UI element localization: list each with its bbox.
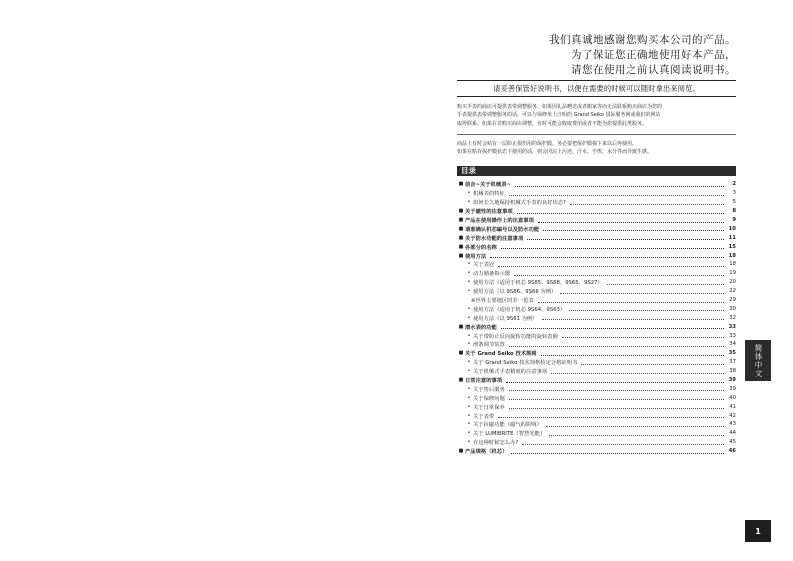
toc-entry-page: 39 — [728, 377, 736, 384]
toc-entry-page: 46 — [728, 448, 736, 455]
dot-leader — [509, 195, 724, 196]
toc-entry-page: 2 — [732, 181, 736, 188]
toc-entry-label: 潜水表的功能 — [465, 324, 497, 331]
toc-entry[interactable] — [457, 376, 736, 385]
toc-entry-page: 20 — [729, 279, 736, 286]
toc-entry-label: 滑条调节装置 — [473, 342, 505, 349]
language-tab — [745, 340, 771, 381]
dot-leader — [517, 213, 724, 214]
dot-leader — [546, 426, 724, 427]
toc-entry-page: 42 — [729, 412, 736, 419]
toc-entry[interactable] — [457, 296, 736, 305]
toc-entry-label: 关于表带 — [473, 413, 495, 420]
dot-leader — [515, 186, 724, 187]
toc-entry[interactable] — [457, 384, 736, 393]
toc-entry-page: 39 — [729, 385, 736, 392]
toc-entry[interactable] — [457, 331, 736, 340]
toc-entry[interactable] — [457, 358, 736, 367]
dot-leader — [581, 364, 724, 365]
toc-entry-label: 日常注意的事项 — [465, 378, 503, 385]
dot-bullet-icon: • — [467, 403, 471, 410]
dot-bullet-icon: • — [467, 394, 471, 401]
toc-entry-label: 在这种时候怎么办? — [473, 440, 519, 447]
table-of-contents — [457, 180, 736, 456]
toc-entry-label: 使用方法（适用于机芯 9S85、9S68、9S65、9S27） — [473, 280, 603, 287]
toc-entry-page: 35 — [728, 350, 736, 357]
dot-leader — [509, 399, 724, 400]
dot-leader — [560, 293, 724, 294]
dot-leader — [570, 204, 724, 205]
divider — [457, 96, 736, 97]
toc-entry-page: 22 — [729, 288, 736, 295]
protective-note-line: 商品上有时会贴有一层防止损伤用的保护膜。务必要把保护膜揭下来以后再使用。 — [457, 141, 638, 147]
toc-entry[interactable] — [457, 393, 736, 402]
intro-line: 请您在使用之前认真阅读说明书。 — [571, 64, 736, 76]
dot-leader — [511, 453, 724, 454]
dot-leader — [498, 266, 724, 267]
toc-entry-page: 34 — [729, 341, 736, 348]
dot-bullet-icon: • — [467, 199, 471, 206]
dot-leader — [527, 239, 724, 240]
purchase-note-line: 购买手表的商店可提供表带调整服务。如果因礼品赠送或者搬家等而无法联系购买商店为您的 — [457, 104, 663, 110]
toc-entry-label: 关于表冠 — [473, 262, 495, 269]
dot-leader — [509, 390, 724, 391]
intro-line: 我们真诚地感谢您购买本公司的产品。 — [549, 34, 736, 46]
toc-entry-label: 关于 Grand Seiko 技术规格检定合格证明书 — [473, 360, 578, 367]
toc-entry-page: 5 — [732, 199, 736, 206]
toc-entry[interactable] — [457, 207, 736, 216]
dot-leader — [538, 302, 724, 303]
toc-entry-label: 关于磁性的注意事项 — [465, 209, 513, 216]
toc-entry-label: 机械表的特征 — [473, 191, 505, 198]
toc-entry-page: 33 — [729, 332, 736, 339]
toc-entry-label: 产品在使用操作上的注意事项 — [465, 218, 534, 224]
toc-entry-page: 19 — [729, 270, 736, 277]
toc-entry-label: 关于抗磁功能（磁气的影响） — [473, 422, 542, 429]
dot-bullet-icon: • — [467, 279, 471, 286]
dot-bullet-icon: • — [467, 412, 471, 419]
dot-leader — [501, 248, 724, 249]
purchase-note-line: 取得联系。如果在非购买商店调整，有时可能会收取费用或者不能为您提供此类服务。 — [457, 120, 648, 127]
dot-bullet-icon: • — [467, 190, 471, 197]
toc-entry[interactable] — [457, 251, 736, 260]
square-bullet-icon: ■ — [458, 181, 464, 188]
toc-entry-label: 关于售后服务 — [473, 386, 505, 393]
intro-text — [460, 33, 736, 78]
toc-entry[interactable] — [457, 340, 736, 349]
dot-leader — [549, 435, 724, 436]
toc-entry-label: 关于日常保养 — [473, 404, 505, 411]
toc-entry-page: 29 — [729, 297, 736, 304]
toc-entry-page: 32 — [729, 314, 736, 321]
toc-entry-page: 38 — [729, 368, 736, 375]
toc-entry[interactable] — [457, 180, 736, 189]
square-bullet-icon: ■ — [458, 252, 464, 259]
toc-entry-page: 40 — [729, 394, 736, 401]
toc-entry-page: 10 — [728, 225, 736, 232]
square-bullet-icon: ■ — [458, 208, 464, 215]
toc-entry-page: 45 — [729, 439, 736, 446]
toc-entry-label: 关于带防止反向旋转功能的旋转表圈 — [473, 333, 558, 340]
toc-entry[interactable] — [457, 260, 736, 269]
toc-entry[interactable] — [457, 420, 736, 429]
dot-bullet-icon: • — [467, 332, 471, 339]
dot-bullet-icon: • — [467, 305, 471, 312]
dot-bullet-icon: • — [467, 421, 471, 428]
dot-bullet-icon: • — [467, 261, 471, 268]
toc-title: 目录 — [457, 166, 736, 176]
toc-entry[interactable] — [457, 367, 736, 376]
dot-leader — [543, 230, 724, 231]
toc-entry-label: 关于机械式手表精度的注意事项 — [473, 369, 548, 376]
intro-line: 为了保证您正确地使用好本产品， — [571, 49, 736, 61]
toc-entry[interactable] — [457, 287, 736, 296]
page-number: 1 — [745, 520, 771, 542]
toc-entry[interactable] — [457, 411, 736, 420]
toc-entry[interactable] — [457, 216, 736, 225]
square-bullet-icon: ■ — [458, 243, 464, 250]
dot-leader — [522, 444, 724, 445]
dot-bullet-icon: • — [467, 341, 471, 348]
toc-entry[interactable] — [457, 233, 736, 242]
toc-entry-label: 关于防水功能的注意事项 — [465, 235, 524, 242]
dot-leader — [501, 328, 724, 329]
square-bullet-icon: ■ — [458, 377, 464, 384]
toc-entry-page: 33 — [728, 323, 736, 330]
dot-leader — [506, 382, 724, 383]
square-bullet-icon: ■ — [458, 323, 464, 330]
toc-entry-page: 18 — [728, 252, 736, 259]
dot-leader — [509, 346, 724, 347]
toc-entry[interactable] — [457, 447, 736, 456]
toc-entry-page: 18 — [729, 261, 736, 268]
toc-entry-label: 动力储备指示器 — [473, 271, 511, 278]
protective-film-note — [457, 140, 736, 157]
dot-leader — [607, 284, 724, 285]
toc-entry[interactable] — [457, 402, 736, 411]
toc-entry-page: 9 — [732, 217, 736, 223]
toc-entry-page: 44 — [729, 430, 736, 437]
toc-entry-label: ※世界主要地区时差一览表 — [471, 298, 534, 305]
toc-entry-label: 使用方法 — [465, 253, 487, 260]
dot-bullet-icon: • — [467, 439, 471, 446]
divider — [457, 134, 736, 135]
language-tab-label: 简体中文 — [754, 343, 763, 378]
toc-entry-label: 前言~关于机械表~ — [465, 182, 511, 189]
square-bullet-icon: ■ — [458, 217, 464, 223]
toc-entry-page: 30 — [729, 305, 736, 312]
toc-entry-label: 产品规格（机芯） — [465, 449, 508, 456]
dot-leader — [490, 257, 724, 258]
dot-leader — [498, 417, 724, 418]
dot-bullet-icon: • — [467, 368, 471, 375]
toc-entry-label: 请准确认机芯编号以及防水功能 — [465, 226, 540, 233]
dot-bullet-icon: • — [467, 385, 471, 392]
toc-entry[interactable] — [457, 304, 736, 313]
square-bullet-icon: ■ — [458, 225, 464, 232]
toc-entry[interactable] — [457, 429, 736, 438]
toc-entry-page: 15 — [728, 243, 736, 250]
toc-entry-label: 关于 LUMIBRITE（智慧光能） — [473, 431, 546, 438]
toc-entry-label: 关于 Grand Seiko 技术规格 — [465, 351, 537, 358]
square-bullet-icon: ■ — [458, 234, 464, 241]
dot-leader — [569, 310, 724, 311]
keep-manual-note: 请妥善保管好说明书，以便在需要的时候可以随时拿出来阅览。 — [493, 84, 700, 93]
toc-entry-page: 37 — [729, 359, 736, 366]
dot-leader — [542, 319, 724, 320]
divider — [457, 80, 736, 81]
purchase-note — [457, 103, 736, 128]
dot-leader — [541, 355, 724, 356]
toc-entry-label: 如何长久地保持机械式手表的良好状态? — [473, 200, 566, 207]
toc-entry-page: 41 — [729, 403, 736, 410]
toc-entry-page: 43 — [729, 421, 736, 428]
dot-leader — [562, 337, 724, 338]
toc-entry-page: 11 — [728, 234, 736, 241]
dot-bullet-icon: • — [467, 430, 471, 437]
toc-entry[interactable] — [457, 349, 736, 358]
dot-leader — [538, 222, 724, 223]
toc-entry-label: 使用方法（以 9S61 为例） — [473, 315, 538, 322]
toc-entry[interactable] — [457, 278, 736, 287]
dot-bullet-icon: • — [467, 288, 471, 295]
square-bullet-icon: ■ — [458, 448, 464, 455]
toc-entry[interactable] — [457, 269, 736, 278]
toc-entry-label: 使用方法（适用于机芯 9S64、9S63） — [473, 306, 566, 313]
toc-entry[interactable] — [457, 313, 736, 322]
toc-entry[interactable] — [457, 438, 736, 447]
dot-leader — [509, 408, 724, 409]
toc-entry-page: 8 — [732, 208, 736, 215]
dot-bullet-icon: • — [467, 270, 471, 277]
purchase-note-line: 手表提供表带调整服务的话，可以与保修单上注明的 Grand Seiko 国际服务网或我们的网站 — [457, 112, 661, 119]
toc-entry-page: 3 — [732, 190, 736, 197]
toc-entry[interactable] — [457, 242, 736, 251]
dot-leader — [551, 373, 724, 374]
toc-entry[interactable] — [457, 189, 736, 198]
toc-entry-label: 关于保修问题 — [473, 395, 505, 402]
toc-entry-label: 使用方法（以 9S86、9S66 为例） — [473, 289, 557, 296]
dot-leader — [514, 275, 724, 276]
protective-note-line: 如果在贴有保护膜状态下使用的话，则会因沾上污迹、汗水、尘埃、水分等而导致生锈。 — [457, 149, 653, 156]
toc-entry[interactable] — [457, 198, 736, 207]
toc-entry-label: 各部分的名称 — [465, 244, 497, 251]
square-bullet-icon: ■ — [458, 350, 464, 357]
dot-bullet-icon: • — [467, 314, 471, 321]
toc-entry[interactable] — [457, 224, 736, 233]
toc-entry[interactable] — [457, 322, 736, 331]
dot-bullet-icon: • — [467, 359, 471, 366]
